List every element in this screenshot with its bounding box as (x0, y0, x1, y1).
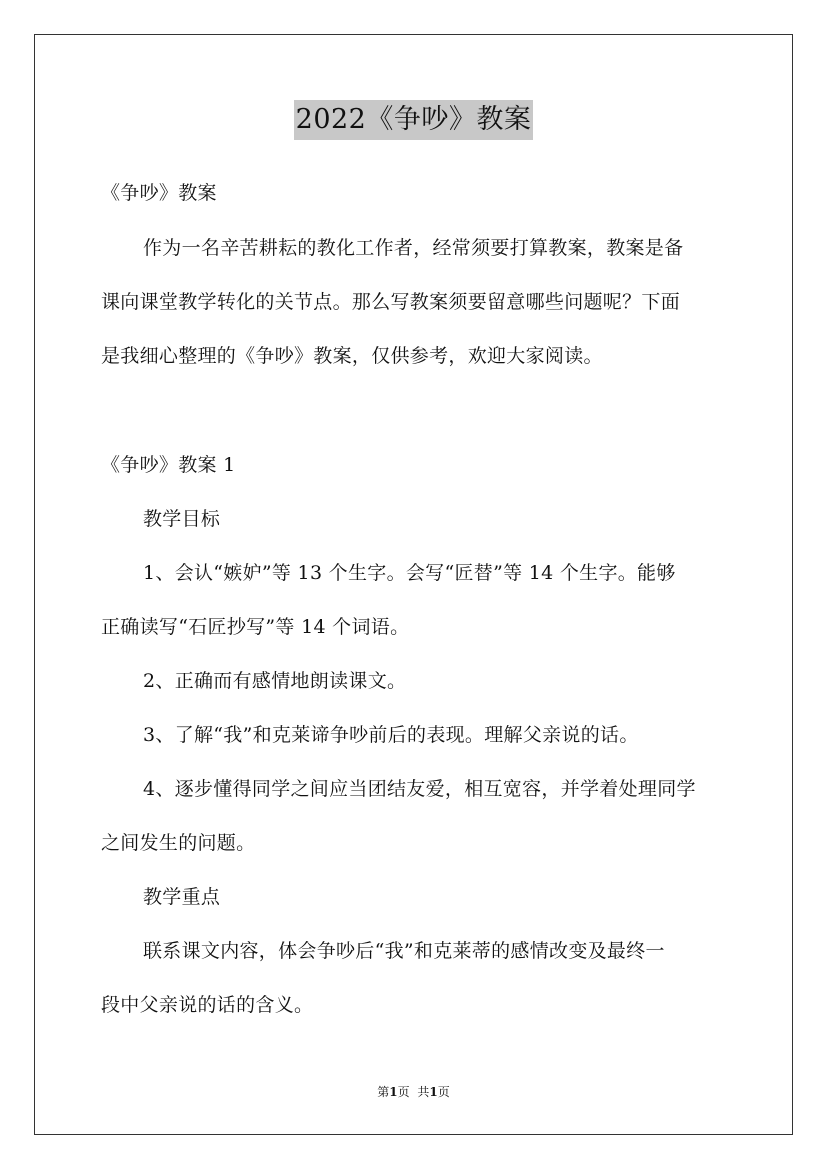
intro-line-3: 是我细心整理的《争吵》教案，仅供参考，欢迎大家阅读。 (101, 345, 603, 367)
intro-line-2: 课向课堂教学转化的关节点。那么写教案须要留意哪些问题呢？下面 (101, 291, 681, 313)
document-title: 2022《争吵》教案 (294, 100, 534, 140)
goal-2: 2、正确而有感情地朗读课文。 (143, 670, 407, 692)
footer-total-number: 1 (429, 1085, 438, 1099)
footer-page-suffix: 页 (397, 1085, 410, 1099)
focus-heading: 教学重点 (143, 886, 221, 908)
focus-line-1: 联系课文内容，体会争吵后“我”和克莱蒂的感情改变及最终一 (143, 940, 665, 962)
title-container (0, 100, 827, 140)
focus-line-2: 段中父亲说的话的含义。 (101, 994, 314, 1016)
goal-1-line-2: 正确读写“石匠抄写”等 14 个词语。 (101, 616, 410, 638)
footer-page-number: 1 (389, 1085, 398, 1099)
section-title: 《争吵》教案 1 (101, 454, 236, 476)
goal-3: 3、了解“我”和克莱谛争吵前后的表现。理解父亲说的话。 (143, 724, 639, 746)
page-footer (0, 1084, 827, 1100)
footer-page-prefix: 第 (377, 1085, 390, 1099)
goals-heading: 教学目标 (143, 508, 221, 530)
footer-total-suffix: 页 (437, 1085, 450, 1099)
intro-line-1: 作为一名辛苦耕耘的教化工作者，经常须要打算教案，教案是备 (143, 237, 684, 259)
footer-total-prefix: 共 (417, 1085, 430, 1099)
goal-4-line-2: 之间发生的问题。 (101, 832, 256, 854)
subtitle: 《争吵》教案 (101, 182, 217, 204)
goal-1-line-1: 1、会认“嫉妒”等 13 个生字。会写“匠替”等 14 个生字。能够 (143, 562, 676, 584)
goal-4-line-1: 4、逐步懂得同学之间应当团结友爱，相互宽容，并学着处理同学 (143, 778, 696, 800)
